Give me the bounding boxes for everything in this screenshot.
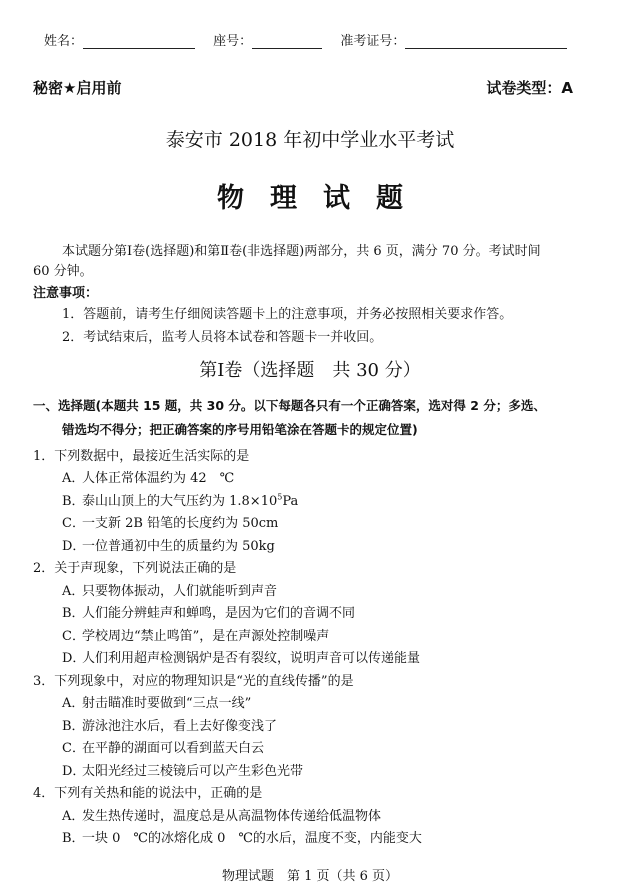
option-text: 一支新 2B 铅笔的长度约为 50cm: [82, 516, 279, 531]
page-footer: 物理试题 第 1 页（共 6 页）: [221, 869, 399, 884]
subject-title: 物理试题: [217, 183, 429, 214]
question-option: [62, 490, 298, 509]
option-label: D．: [62, 764, 86, 779]
option-text: 一位普通初中生的质量约为 50kg: [82, 539, 275, 554]
option-label: B．: [62, 606, 85, 621]
question-stem: 1．下列数据中，最接近生活实际的是: [33, 449, 250, 464]
option-text: 泰山山顶上的大气压约为 1.8×10: [82, 494, 278, 509]
note-item: 2．考试结束后，监考人员将本试卷和答题卡一并收回。: [62, 330, 383, 345]
option-unit: Pa: [282, 494, 299, 509]
option-text: 游泳池注水后，看上去好像变浅了: [82, 719, 278, 734]
exam-title: 泰安市 2018 年初中学业水平考试: [165, 129, 455, 151]
question-stem: 4．下列有关热和能的说法中，正确的是: [33, 786, 263, 801]
option-label: B．: [62, 831, 85, 846]
candidate-info-row: [44, 30, 567, 49]
question-stem: 2．关于声现象，下列说法正确的是: [33, 561, 237, 576]
option-label: D．: [62, 539, 86, 554]
option-label: C．: [62, 741, 85, 756]
intro-line-1: 本试题分第Ⅰ卷(选择题)和第Ⅱ卷(非选择题)两部分，共 6 页，满分 70 分。考试时间: [62, 244, 541, 259]
section-instruction-line-2: 错选均不得分；把正确答案的序号用铅笔涂在答题卡的规定位置): [62, 422, 418, 437]
option-text: 人体正常体温约为 42 ℃: [82, 471, 235, 486]
question-option: [62, 805, 381, 824]
option-text: 在平静的湖面可以看到蓝天白云: [82, 741, 265, 756]
option-text: 一块 0 ℃的冰熔化成 0 ℃的水后，温度不变，内能变大: [82, 831, 422, 846]
option-label: A．: [62, 696, 85, 711]
question-stem: 3．下列现象中，对应的物理知识是“光的直线传播”的是: [33, 674, 354, 689]
part-title: 第Ⅰ卷（选择题 共 30 分）: [199, 360, 421, 381]
option-text: 只要物体振动，人们就能听到声音: [82, 584, 278, 599]
intro-line-2: 60 分钟。: [33, 264, 93, 279]
option-label: D．: [62, 651, 86, 666]
paper-type: 试卷类型：A: [486, 79, 573, 97]
option-label: B．: [62, 494, 85, 509]
question-option: [62, 580, 277, 599]
question-option: [62, 647, 420, 666]
question-option: [62, 737, 264, 756]
question-option: [62, 692, 251, 711]
question-option: [62, 827, 422, 846]
option-superscript: 5: [277, 492, 283, 502]
question-option: [62, 467, 234, 486]
seat-blank[interactable]: [252, 36, 322, 49]
option-text: 发生热传递时，温度总是从高温物体传递给低温物体: [82, 809, 382, 824]
notes-heading: 注意事项：: [33, 286, 99, 301]
question-option: [62, 512, 278, 531]
section-instruction-line-1: 一、选择题(本题共 15 题，共 30 分。以下每题各只有一个正确答案，选对得 2 分；多选、: [33, 398, 546, 413]
option-label: A．: [62, 809, 85, 824]
ticket-blank[interactable]: [405, 36, 567, 49]
question-option: [62, 625, 329, 644]
option-text: 射击瞄准时要做到“三点一线”: [82, 696, 252, 711]
option-label: A．: [62, 584, 85, 599]
seat-label: 座号：: [213, 34, 253, 49]
option-text: 人们能分辨蛙声和蝉鸣，是因为它们的音调不同: [82, 606, 356, 621]
option-label: B．: [62, 719, 85, 734]
option-text: 学校周边“禁止鸣笛”，是在声源处控制噪声: [82, 629, 330, 644]
option-text: 人们利用超声检测锅炉是否有裂纹，说明声音可以传递能量: [82, 651, 421, 666]
question-option: [62, 535, 275, 554]
question-option: [62, 760, 303, 779]
option-label: C．: [62, 516, 85, 531]
option-label: C．: [62, 629, 85, 644]
secret-mark: 秘密★启用前: [33, 79, 122, 97]
option-text: 太阳光经过三棱镜后可以产生彩色光带: [82, 764, 304, 779]
name-label: 姓名：: [44, 34, 84, 49]
name-blank[interactable]: [83, 36, 195, 49]
option-label: A．: [62, 471, 85, 486]
question-option: [62, 715, 277, 734]
note-item: 1．答题前，请考生仔细阅读答题卡上的注意事项，并务必按照相关要求作答。: [62, 307, 513, 322]
question-option: [62, 602, 355, 621]
ticket-label: 准考证号：: [340, 34, 406, 49]
